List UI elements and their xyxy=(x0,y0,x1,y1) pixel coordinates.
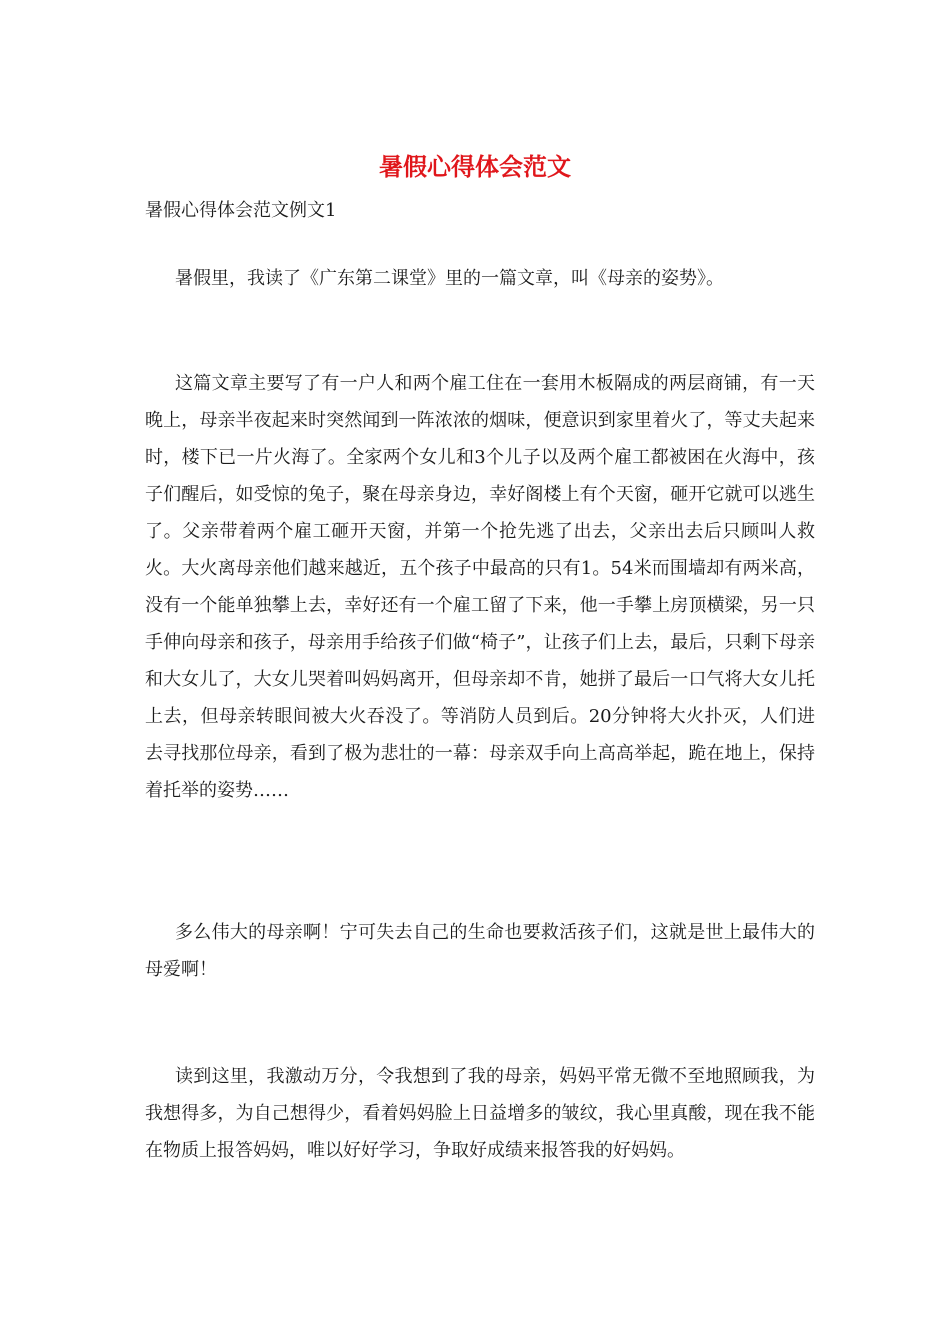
paragraph-2: 这篇文章主要写了有一户人和两个雇工住在一套用木板隔成的两层商铺，有一天晚上，母亲半夜起来时突然闻到一阵浓浓的烟味，便意识到家里着火了，等丈夫起来时，楼下已一片火海了。全家两个女儿和3个儿子以及两个雇工都被困在火海中，孩子们醒后，如受惊的兔子，聚在母亲身边，幸好阁楼上有个天窗，砸开它就可以逃生了。父亲带着两个雇工砸开天窗，并第一个抢先逃了出去，父亲出去后只顾叫人救火。大火离母亲他们越来越近，五个孩子中最高的只有1。54米而围墙却有两米高，没有一个能单独攀上去，幸好还有一个雇工留了下来，他一手攀上房顶横梁，另一只手伸向母亲和孩子，母亲用手给孩子们做“椅子”，让孩子们上去，最后，只剩下母亲和大女儿了，大女儿哭着叫妈妈离开，但母亲却不肯，她拼了最后一口气将大女儿托上去，但母亲转眼间被大火吞没了。等消防人员到后。20分钟将大火扑灭，人们进去寻找那位母亲，看到了极为悲壮的一幕：母亲双手向上高高举起，跪在地上，保持着托举的姿势…… xyxy=(145,373,815,801)
document-subtitle: 暑假心得体会范文例文1 xyxy=(145,200,337,221)
paragraph-3: 多么伟大的母亲啊！宁可失去自己的生命也要救活孩子们，这就是世上最伟大的母爱啊！ xyxy=(145,922,815,980)
paragraph-4: 读到这里，我激动万分，令我想到了我的母亲，妈妈平常无微不至地照顾我，为我想得多，为自己想得少，看着妈妈脸上日益增多的皱纹，我心里真酸，现在我不能在物质上报答妈妈，唯以好好学习，争取好成绩来报答我的好妈妈。 xyxy=(145,1066,815,1161)
paragraph-1: 暑假里，我读了《广东第二课堂》里的一篇文章，叫《母亲的姿势》。 xyxy=(175,268,724,289)
document-title: 暑假心得体会范文 xyxy=(379,152,571,181)
